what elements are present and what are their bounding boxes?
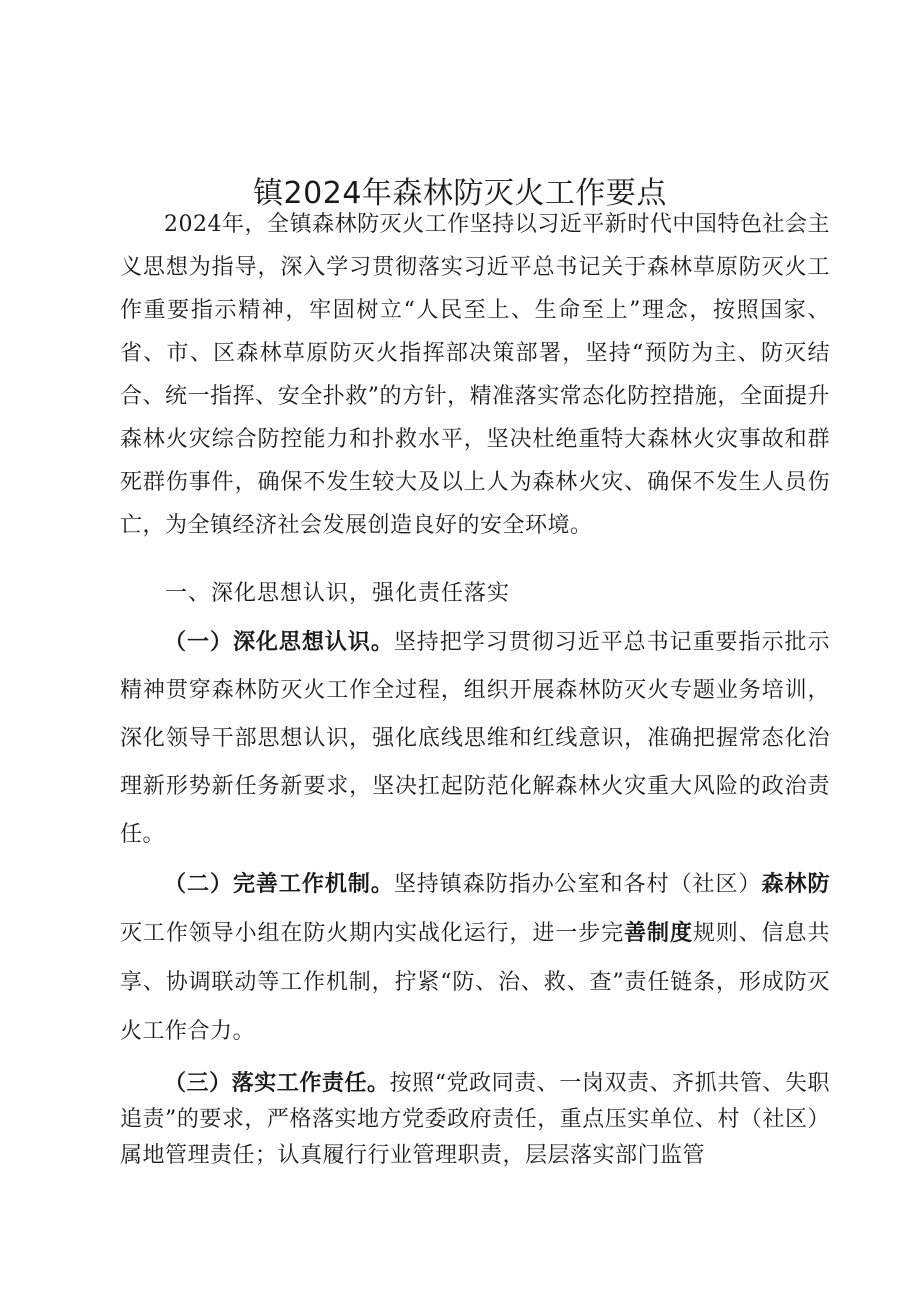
item-paragraph-2 [120,860,830,1056]
intro-paragraph: 2024年，全镇森林防灭火工作坚持以习近平新时代中国特色社会主义思想为指导，深入学习贯彻落实习近平总书记关于森林草原防灭火工作重要指示精神，牢固树立“人民至上、生命至上”理念，按照国家、省、市、区森林草原防灭火指挥部决策部署，坚持“预防为主、防灭结合、统一指挥、安全扑救”的方针，精准落实常态化防控措施，全面提升森林火灾综合防控能力和扑救水平，坚决杜绝重特大森林火灾事故和群死群伤事件，确保不发生较大及以上人为森林火灾、确保不发生人员伤亡，为全镇经济社会发展创造良好的安全环境。 [120,212,830,538]
item-lead-2: （二）完善工作机制。 [164,871,394,897]
item-body-2a: 坚持镇森防指办公室和各村（社区） [393,872,762,897]
document-title: 镇2024年森林防灭火工作要点 [253,176,667,211]
item-emph-2b: 善制度 [624,920,693,946]
item-body-3: 按照“党政同责、一岗双责、齐抓共管、失职追责”的要求，严格落实地方党委政府责任，重点压实单位、村（社区）属地管理责任；认真履行行业管理职责，层层落实部门监管 [120,1071,830,1168]
item-paragraph-1 [120,618,830,859]
section-heading-1: 一、深化思想认识，强化责任落实 [165,581,511,606]
item-paragraph-3 [120,1065,830,1174]
item-body-2b: 灭工作领导小组在防火期内实战化运行，进一步完 [120,921,625,946]
item-lead-3: （三）落实工作责任。 [164,1070,390,1096]
item-lead-1: （一）深化思想认识。 [164,629,394,655]
item-body-2c: 规则、信息共享、协调联动等工作机制，拧紧“防、治、救、查”责任链条，形成防灭火工作合力。 [120,921,830,1044]
item-emph-2a: 森林防 [761,871,830,897]
item-body-1: 坚持把学习贯彻习近平总书记重要指示批示精神贯穿森林防灭火工作全过程，组织开展森林防灭火专题业务培训，深化领导干部思想认识，强化底线思维和红线意识，准确把握常态化治理新形势新任务新要求，坚决扛起防范化解森林火灾重大风险的政治责任。 [120,630,830,847]
